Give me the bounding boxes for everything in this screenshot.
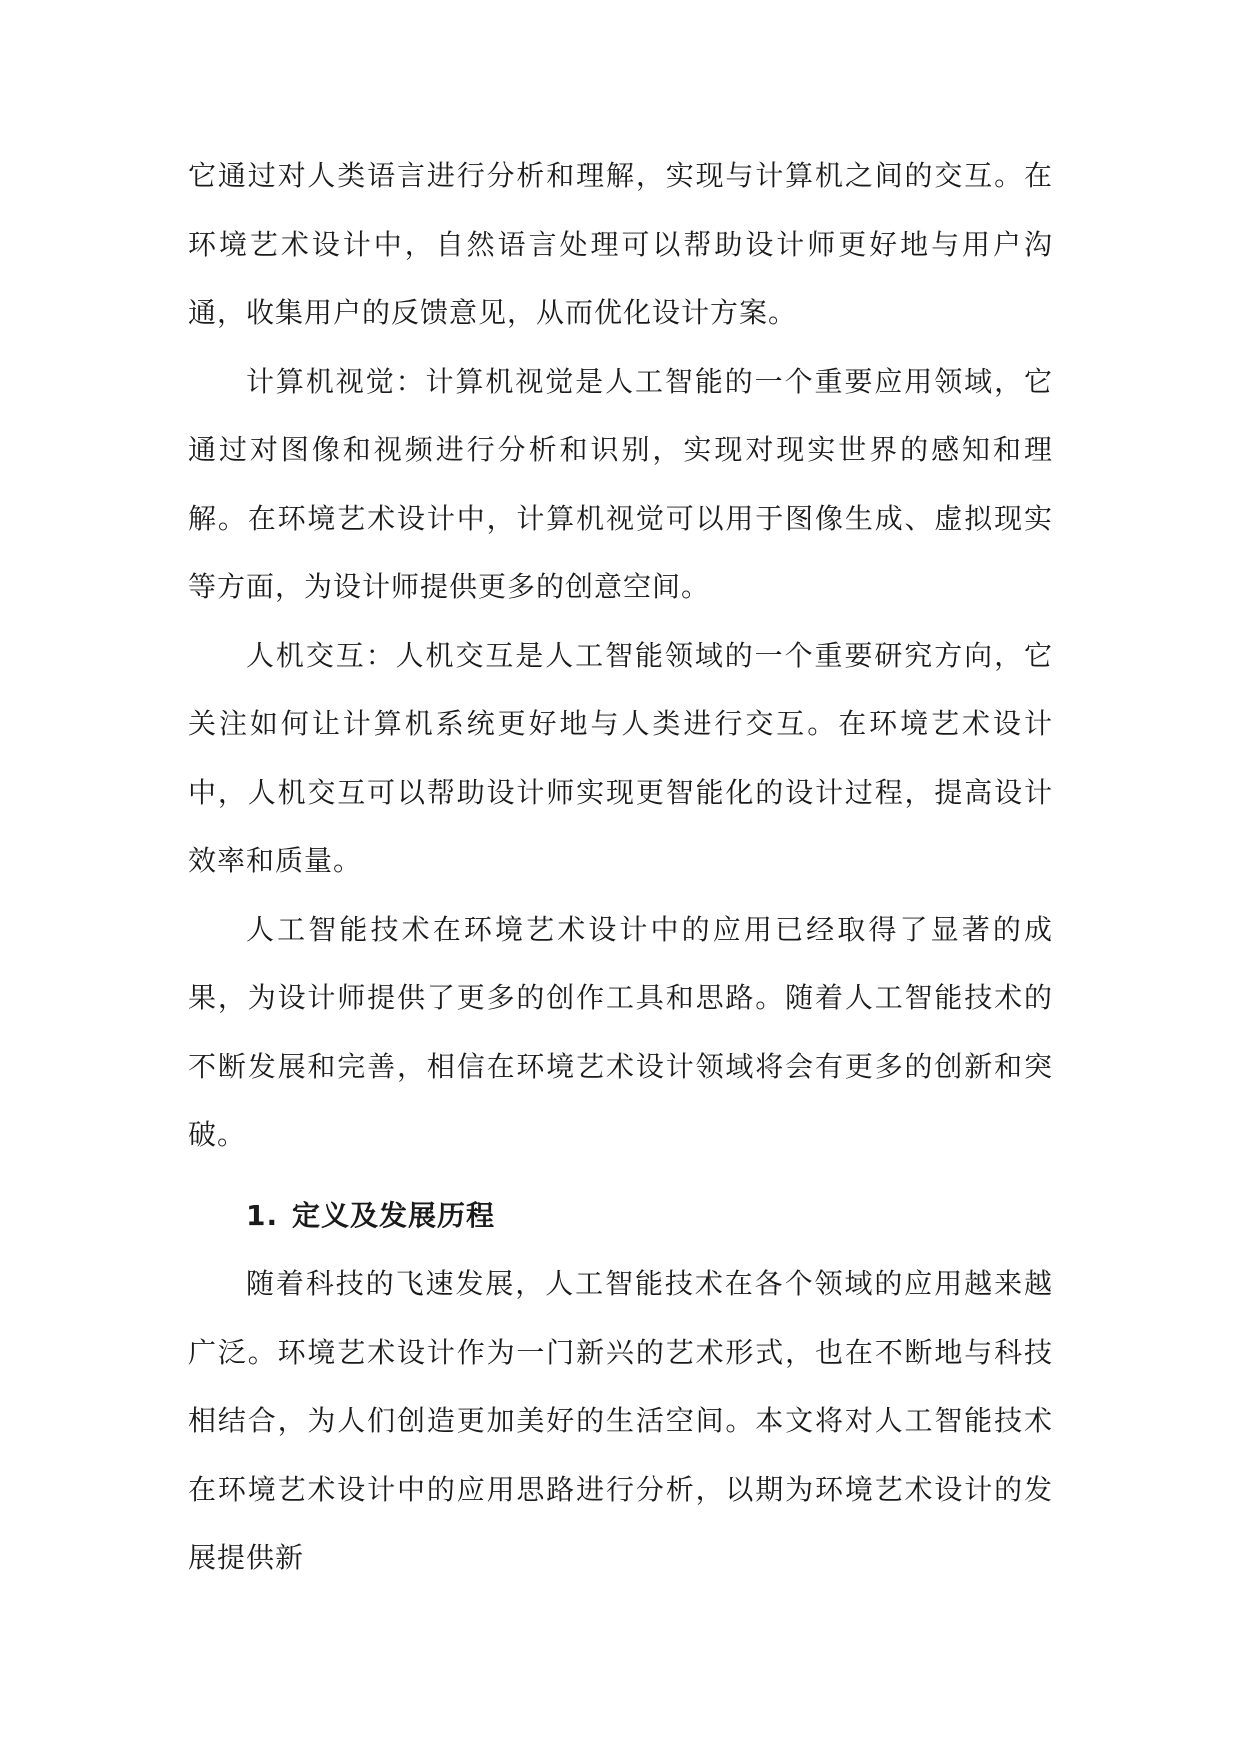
paragraph-section-intro: 随着科技的飞速发展，人工智能技术在各个领域的应用越来越广泛。环境艺术设计作为一门新兴的艺术形式，也在不断地与科技相结合，为人们创造更加美好的生活空间。本文将对人工智能技术在环境艺术设计中的应用思路进行分析，以期为环境艺术设计的发展提供新 bbox=[188, 1267, 1053, 1574]
section-heading bbox=[188, 1182, 1053, 1251]
paragraph-human-computer-interaction: 人机交互：人机交互是人工智能领域的一个重要研究方向，它关注如何让计算机系统更好地与人类进行交互。在环境艺术设计中，人机交互可以帮助设计师实现更智能化的设计过程，提高设计效率和质量。 bbox=[188, 638, 1053, 877]
paragraph-computer-vision: 计算机视觉：计算机视觉是人工智能的一个重要应用领域，它通过对图像和视频进行分析和识别，实现对现实世界的感知和理解。在环境艺术设计中，计算机视觉可以用于图像生成、虚拟现实等方面，为设计师提供更多的创意空间。 bbox=[188, 364, 1053, 603]
document-body bbox=[188, 142, 1053, 1593]
paragraph-nlp-continuation: 它通过对人类语言进行分析和理解，实现与计算机之间的交互。在环境艺术设计中，自然语言处理可以帮助设计师更好地与用户沟通，收集用户的反馈意见，从而优化设计方案。 bbox=[188, 159, 1053, 329]
paragraph-summary: 人工智能技术在环境艺术设计中的应用已经取得了显著的成果，为设计师提供了更多的创作工具和思路。随着人工智能技术的不断发展和完善，相信在环境艺术设计领域将会有更多的创新和突破。 bbox=[188, 912, 1053, 1151]
section-title: 定义及发展历程 bbox=[292, 1198, 496, 1232]
section-number: 1. bbox=[246, 1198, 279, 1232]
